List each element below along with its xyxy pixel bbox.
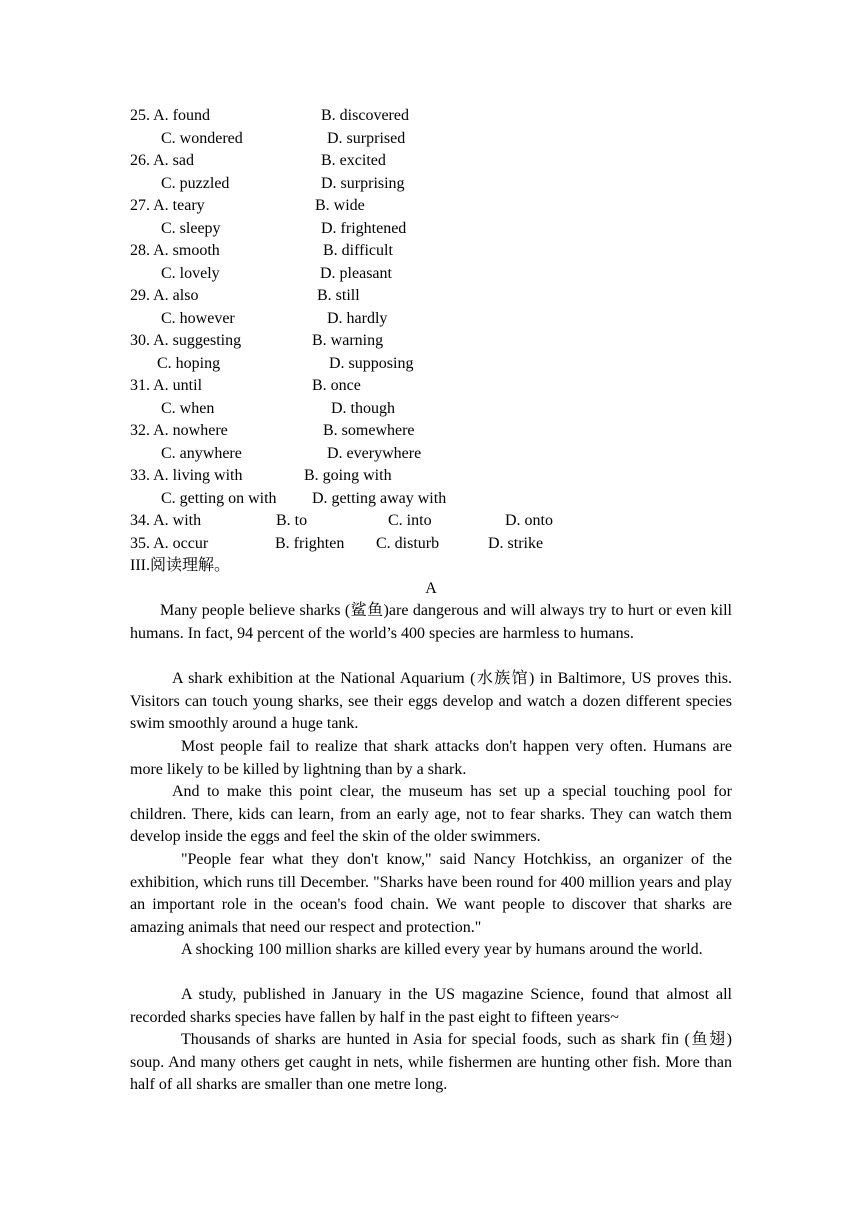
q32-option-a: 32. A. nowhere bbox=[130, 422, 228, 439]
q25-option-b: B. discovered bbox=[321, 107, 409, 124]
q34-option-b: B. to bbox=[276, 512, 308, 529]
q32-option-c: C. anywhere bbox=[161, 445, 242, 462]
q26-option-d: D. surprising bbox=[321, 175, 405, 192]
q25-option-c: C. wondered bbox=[161, 130, 243, 147]
q29-option-a: 29. A. also bbox=[130, 287, 199, 304]
q29-option-b: B. still bbox=[317, 287, 360, 304]
q31-option-d: D. though bbox=[331, 400, 395, 417]
q27-option-a: 27. A. teary bbox=[130, 197, 205, 214]
q32-option-d: D. everywhere bbox=[327, 445, 422, 462]
q31-option-a: 31. A. until bbox=[130, 377, 203, 394]
section-heading: III.阅读理解。 bbox=[130, 557, 230, 574]
q31-option-c: C. when bbox=[161, 400, 215, 417]
q30-option-c: C. hoping bbox=[157, 355, 221, 372]
q35-option-c: C. disturb bbox=[376, 535, 440, 552]
q30-option-b: B. warning bbox=[312, 332, 384, 349]
q33-option-c: C. getting on with bbox=[161, 490, 277, 507]
q32-option-b: B. somewhere bbox=[323, 422, 415, 439]
q30-option-d: D. supposing bbox=[329, 355, 414, 372]
paragraph: Thousands of sharks are hunted in Asia for special foods, such as shark fin (鱼翅) soup. And many others get caught in nets, while fishermen are hunting other fish. More than half of all sharks are smaller than one metre long. bbox=[130, 1031, 732, 1093]
q34-option-c: C. into bbox=[388, 512, 432, 529]
q33-option-b: B. going with bbox=[304, 467, 392, 484]
q29-option-c: C. however bbox=[161, 310, 235, 327]
q34-option-d: D. onto bbox=[505, 512, 553, 529]
q27-option-d: D. frightened bbox=[321, 220, 407, 237]
paragraph: Most people fail to realize that shark attacks don't happen very often. Humans are more likely to be killed by lightning than by a shark. bbox=[130, 738, 732, 778]
passage-label: A bbox=[425, 580, 437, 597]
q35-option-d: D. strike bbox=[488, 535, 544, 552]
q34-option-a: 34. A. with bbox=[130, 512, 202, 529]
paragraph: And to make this point clear, the museum has set up a special touching pool for children. There, kids can learn, from an early age, not to fear sharks. They can watch them develop inside the eggs and feel the skin of the older swimmers. bbox=[130, 783, 732, 845]
q27-option-b: B. wide bbox=[315, 197, 365, 214]
q28-option-d: D. pleasant bbox=[320, 265, 392, 282]
paragraph: A study, published in January in the US magazine Science, found that almost all recorded sharks species have fallen by half in the past eight to fifteen years~ bbox=[130, 986, 732, 1026]
q25-option-d: D. surprised bbox=[327, 130, 406, 147]
paragraph: A shark exhibition at the National Aquarium (水族馆) in Baltimore, US proves this. Visitors can touch young sharks, see their eggs develop and watch a dozen different species swim smoothly around a huge tank. bbox=[130, 670, 732, 732]
q26-option-a: 26. A. sad bbox=[130, 152, 194, 169]
q33-option-d: D. getting away with bbox=[312, 490, 447, 507]
q30-option-a: 30. A. suggesting bbox=[130, 332, 242, 349]
q26-option-b: B. excited bbox=[321, 152, 386, 169]
q28-option-c: C. lovely bbox=[161, 265, 220, 282]
q35-option-a: 35. A. occur bbox=[130, 535, 209, 552]
paragraph: "People fear what they don't know," said Nancy Hotchkiss, an organizer of the exhibition, which runs till December. "Sharks have been round for 400 million years and play an important role in the ocean's food chain. We want people to discover that sharks are amazing animals that need our respect and protection." bbox=[130, 851, 732, 936]
q28-option-a: 28. A. smooth bbox=[130, 242, 220, 259]
q29-option-d: D. hardly bbox=[327, 310, 388, 327]
paragraph: Many people believe sharks (鲨鱼)are dangerous and will always try to hurt or even kill humans. In fact, 94 percent of the world’s 400 species are harmless to humans. bbox=[130, 602, 732, 642]
q28-option-b: B. difficult bbox=[323, 242, 393, 259]
q33-option-a: 33. A. living with bbox=[130, 467, 243, 484]
q25-option-a: 25. A. found bbox=[130, 107, 210, 124]
q27-option-c: C. sleepy bbox=[161, 220, 221, 237]
q31-option-b: B. once bbox=[312, 377, 361, 394]
q26-option-c: C. puzzled bbox=[161, 175, 230, 192]
paragraph: A shocking 100 million sharks are killed every year by humans around the world. bbox=[181, 941, 703, 958]
q35-option-b: B. frighten bbox=[275, 535, 345, 552]
